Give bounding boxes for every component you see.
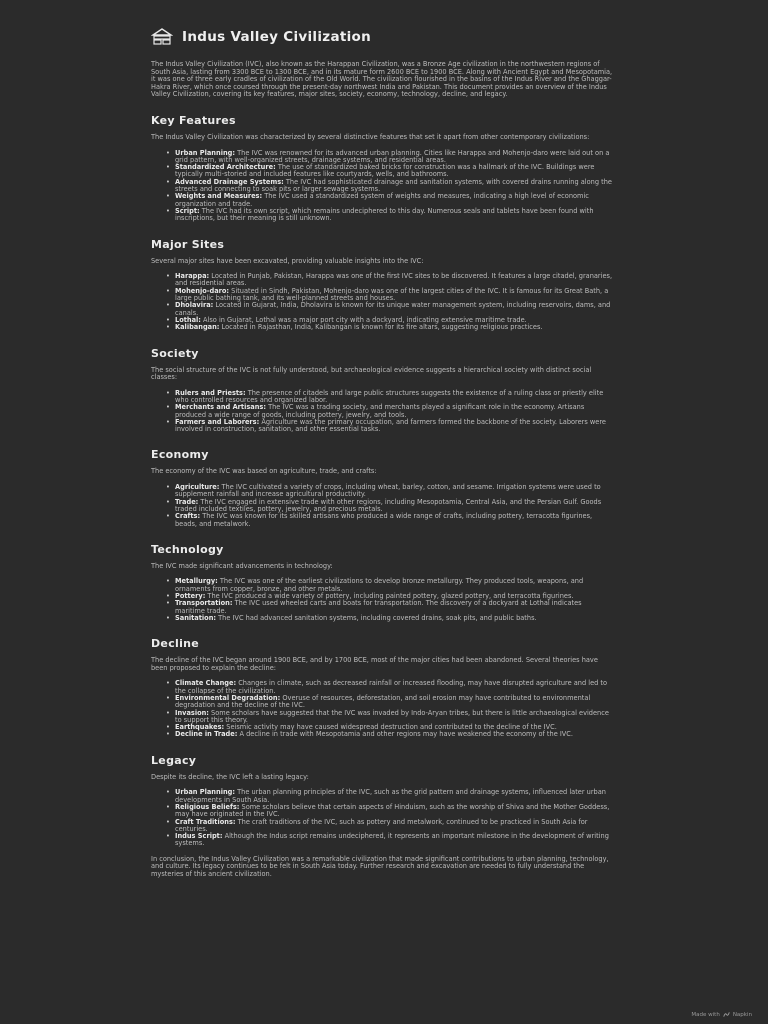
brand-label: Napkin bbox=[732, 1011, 752, 1018]
bullet-list bbox=[151, 680, 613, 738]
list-item bbox=[175, 208, 613, 223]
list-item-text: Also in Gujarat, Lothal was a major port city with a dockyard, indicating extensive maritime trade. bbox=[200, 315, 527, 324]
list-item bbox=[175, 302, 613, 317]
list-item-term: Invasion: bbox=[175, 708, 209, 717]
section-intro: The decline of the IVC began around 1900 BCE, and by 1700 BCE, most of the major cities had been abandoned. Several theories have been proposed to explain the decline: bbox=[151, 656, 598, 672]
list-item-term: Merchants and Artisans: bbox=[175, 403, 266, 412]
list-item-term: Religious Beliefs: bbox=[175, 802, 240, 811]
sections-container bbox=[151, 114, 613, 848]
section-heading: Society bbox=[151, 346, 199, 360]
list-item-term: Rulers and Priests: bbox=[175, 388, 246, 397]
bullet-list bbox=[151, 789, 613, 847]
section-intro: The economy of the IVC was based on agriculture, trade, and crafts: bbox=[151, 467, 377, 476]
list-item-term: Metallurgy: bbox=[175, 577, 218, 586]
list-item bbox=[175, 819, 613, 834]
list-item-text: The urban planning principles of the IVC, such as the grid pattern and drainage systems, influenced later urban developments in South Asia. bbox=[175, 788, 606, 804]
list-item bbox=[175, 150, 613, 165]
list-item-term: Transportation: bbox=[175, 599, 233, 608]
list-item-text: The IVC had sophisticated drainage and sanitation systems, with covered drains running along the streets and connecting to soak pits or larger sewage systems. bbox=[175, 177, 612, 194]
list-item bbox=[175, 789, 613, 804]
list-item bbox=[175, 288, 613, 303]
list-item-text: Located in Gujarat, India, Dholavira is known for its unique water management system, including reservoirs, dams, and canals. bbox=[175, 301, 611, 317]
list-item-text: The IVC had its own script, which remains undeciphered to this day. Numerous seals and tablets have been found with inscriptions, but their meaning is still unknown. bbox=[175, 206, 594, 223]
list-item-text: The IVC was renowned for its advanced urban planning. Cities like Harappa and Mohenjo-daro were laid out on a grid pattern, with well-organized streets, drainage systems, and residential areas. bbox=[175, 148, 610, 164]
list-item-term: Crafts: bbox=[175, 512, 201, 521]
page-title: Indus Valley Civilization bbox=[182, 29, 372, 45]
section-intro: The social structure of the IVC is not fully understood, but archaeological evidence suggests a hierarchical society with distinct social classes: bbox=[151, 365, 592, 382]
list-item-text: The IVC was a trading society, and merchants played a significant role in the economy. Artisans produced a wide range of goods, including pottery, jewelry, and tools. bbox=[175, 403, 585, 419]
list-item bbox=[175, 390, 613, 405]
list-item-term: Pottery: bbox=[175, 592, 206, 601]
section-intro: Several major sites have been excavated, providing valuable insights into the IVC: bbox=[151, 256, 424, 265]
list-item-text: The use of standardized baked bricks for construction was a hallmark of the IVC. Buildings were typically multi-storied and included features like courtyards, wells, and bathrooms. bbox=[175, 163, 595, 179]
list-item-text: The IVC was known for its skilled artisans who produced a wide range of crafts, including pottery, terracotta figurines, beads, and metalwork. bbox=[175, 512, 593, 528]
list-item-text: Seismic activity may have caused widespread destruction and contributed to the decline of the IVC. bbox=[224, 723, 557, 732]
conclusion-paragraph: In conclusion, the Indus Valley Civilization was a remarkable civilization that made significant contributions to urban planning, technology, and culture. Its legacy continues to be felt in South Asia today. Further research and excavation are needed to fully understand the mysteries of this ancient civilization. bbox=[151, 854, 609, 878]
list-item-text: A decline in trade with Mesopotamia and other regions may have weakened the economy of the IVC. bbox=[237, 730, 573, 739]
list-item-term: Lothal: bbox=[175, 315, 201, 324]
list-item bbox=[175, 324, 613, 331]
list-item-term: Trade: bbox=[175, 497, 199, 506]
section-heading: Decline bbox=[151, 637, 200, 651]
list-item bbox=[175, 179, 613, 194]
bullet-list bbox=[151, 273, 613, 331]
list-item-text: Although the Indus script remains undeciphered, it represents an important milestone in the development of writing systems. bbox=[175, 832, 609, 848]
list-item-text: The craft traditions of the IVC, such as pottery and metalwork, continued to be practiced in South Asia for centuries. bbox=[175, 817, 588, 833]
section-heading: Key Features bbox=[151, 113, 236, 127]
list-item-text: The IVC cultivated a variety of crops, including wheat, barley, cotton, and sesame. Irrigation systems were used to supplement rainfall and increase agricultural productivity. bbox=[175, 483, 601, 499]
list-item-term: Urban Planning: bbox=[175, 788, 236, 797]
list-item-text: Located in Punjab, Pakistan, Harappa was one of the first IVC sites to be discovered. It features a large citadel, granaries, and residential areas. bbox=[175, 272, 613, 288]
list-item-text: The presence of citadels and large public structures suggests the existence of a ruling class or priestly elite who controlled resources and organized labor. bbox=[175, 388, 604, 404]
list-item bbox=[175, 615, 613, 622]
list-item bbox=[175, 404, 613, 419]
list-item bbox=[175, 695, 613, 710]
section-intro: The Indus Valley Civilization was characterized by several distinctive features that set it apart from other contemporary civilizations: bbox=[151, 132, 590, 141]
list-item bbox=[175, 804, 613, 819]
list-item bbox=[175, 193, 613, 208]
bullet-list bbox=[151, 484, 613, 528]
list-item-text: Situated in Sindh, Pakistan, Mohenjo-daro was one of the largest cities of the IVC. It is famous for its Great Bath, a large public bathing tank, and its well-planned streets and houses. bbox=[175, 286, 609, 303]
list-item bbox=[175, 731, 613, 738]
list-item-text: The IVC used a standardized system of weights and measures, indicating a high level of economic organization and trade. bbox=[175, 192, 589, 208]
list-item-text: The IVC had advanced sanitation systems, including covered drains, soak pits, and public baths. bbox=[216, 613, 537, 622]
list-item-term: Environmental Degradation: bbox=[175, 694, 281, 702]
list-item-text: Some scholars believe that certain aspects of Hinduism, such as the worship of Shiva and the Mother Goddess, may have originated in the IVC. bbox=[175, 802, 610, 819]
made-with-label: Made with bbox=[691, 1011, 720, 1018]
list-item-text: Overuse of resources, deforestation, and soil erosion may have contributed to environmental degradation and the decline of the IVC. bbox=[175, 694, 591, 710]
list-item bbox=[175, 710, 613, 725]
list-item-text: The IVC produced a wide variety of pottery, including painted pottery, glazed pottery, and terracotta figurines. bbox=[205, 592, 574, 601]
list-item-term: Sanitation: bbox=[175, 613, 217, 622]
list-item-term: Climate Change: bbox=[175, 679, 237, 688]
list-item-text: The IVC used wheeled carts and boats for transportation. The discovery of a dockyard at Lothal indicates maritime trade. bbox=[175, 599, 582, 615]
intro-paragraph: The Indus Valley Civilization (IVC), also known as the Harappan Civilization, was a Bronze Age civilization in the northwestern regions of South Asia, lasting from 3300 BCE to 1300 BCE, and in its mature form 2600 BCE to 1900 BCE. Along with Ancient Egypt and Mesopotamia, it was one of three early cradles of civilization of the Old World. The civilization flourished in the basins of the Indus River and the Ghaggar-Hakra River, which once coursed through the present-day northwest India and Pakistan. This document provides an overview of the Indus Valley Civilization, covering its key features, major sites, society, economy, technology, decline, and legacy. bbox=[151, 60, 613, 99]
section-heading: Major Sites bbox=[151, 237, 225, 251]
footer bbox=[691, 1011, 752, 1018]
list-item-term: Script: bbox=[175, 206, 200, 215]
list-item-text: The IVC was one of the earliest civilizations to develop bronze metallurgy. They produced tools, weapons, and ornaments from copper, bronze, and other metals. bbox=[175, 577, 584, 593]
list-item-term: Agriculture: bbox=[175, 483, 220, 492]
bullet-list bbox=[151, 150, 613, 223]
list-item-term: Harappa: bbox=[175, 272, 210, 281]
list-item-term: Weights and Measures: bbox=[175, 192, 263, 201]
list-item bbox=[175, 833, 613, 848]
section-heading: Legacy bbox=[151, 753, 197, 767]
list-item-term: Decline in Trade: bbox=[175, 730, 238, 739]
list-item-text: Some scholars have suggested that the IVC was invaded by Indo-Aryan tribes, but there is little archaeological evidence to support this theory. bbox=[175, 708, 609, 724]
list-item bbox=[175, 578, 613, 593]
list-item-term: Craft Traditions: bbox=[175, 817, 236, 826]
list-item bbox=[175, 600, 613, 615]
list-item-term: Earthquakes: bbox=[175, 723, 225, 732]
list-item bbox=[175, 680, 613, 695]
bullet-list bbox=[151, 578, 613, 622]
section-intro: Despite its decline, the IVC left a lasting legacy: bbox=[151, 772, 309, 781]
list-item-term: Advanced Drainage Systems: bbox=[175, 177, 284, 186]
list-item-term: Urban Planning: bbox=[175, 148, 236, 157]
list-item-term: Indus Script: bbox=[175, 832, 223, 841]
list-item bbox=[175, 513, 613, 528]
stacked-bricks-logo bbox=[151, 28, 173, 46]
list-item bbox=[175, 273, 613, 288]
section-heading: Economy bbox=[151, 448, 209, 462]
section-heading: Technology bbox=[151, 542, 224, 556]
list-item-text: Located in Rajasthan, India, Kalibangan is known for its fire altars, suggesting religious practices. bbox=[219, 323, 543, 332]
list-item-text: Changes in climate, such as decreased rainfall or increased flooding, may have disrupted agriculture and led to the collapse of the civilization. bbox=[175, 679, 608, 695]
list-item bbox=[175, 484, 613, 499]
list-item bbox=[175, 419, 613, 434]
list-item-term: Standardized Architecture: bbox=[175, 163, 276, 172]
napkin-logo-icon bbox=[723, 1011, 730, 1018]
bullet-list bbox=[151, 390, 613, 434]
list-item-text: The IVC engaged in extensive trade with other regions, including Mesopotamia, Central Asia, and the Persian Gulf. Goods traded included textiles, pottery, jewelry, and precious metals. bbox=[175, 497, 602, 513]
list-item-term: Farmers and Laborers: bbox=[175, 417, 260, 426]
document bbox=[151, 28, 613, 879]
list-item bbox=[175, 164, 613, 179]
section-intro: The IVC made significant advancements in technology: bbox=[151, 561, 333, 570]
list-item-term: Kalibangan: bbox=[175, 323, 220, 332]
list-item bbox=[175, 499, 613, 514]
list-item-term: Dholavira: bbox=[175, 301, 214, 310]
list-item-text: Agriculture was the primary occupation, and farmers formed the backbone of the society. Laborers were involved in construction, sanitation, and other essential tasks. bbox=[175, 417, 606, 434]
title-row bbox=[151, 28, 613, 46]
list-item-term: Mohenjo-daro: bbox=[175, 286, 230, 295]
